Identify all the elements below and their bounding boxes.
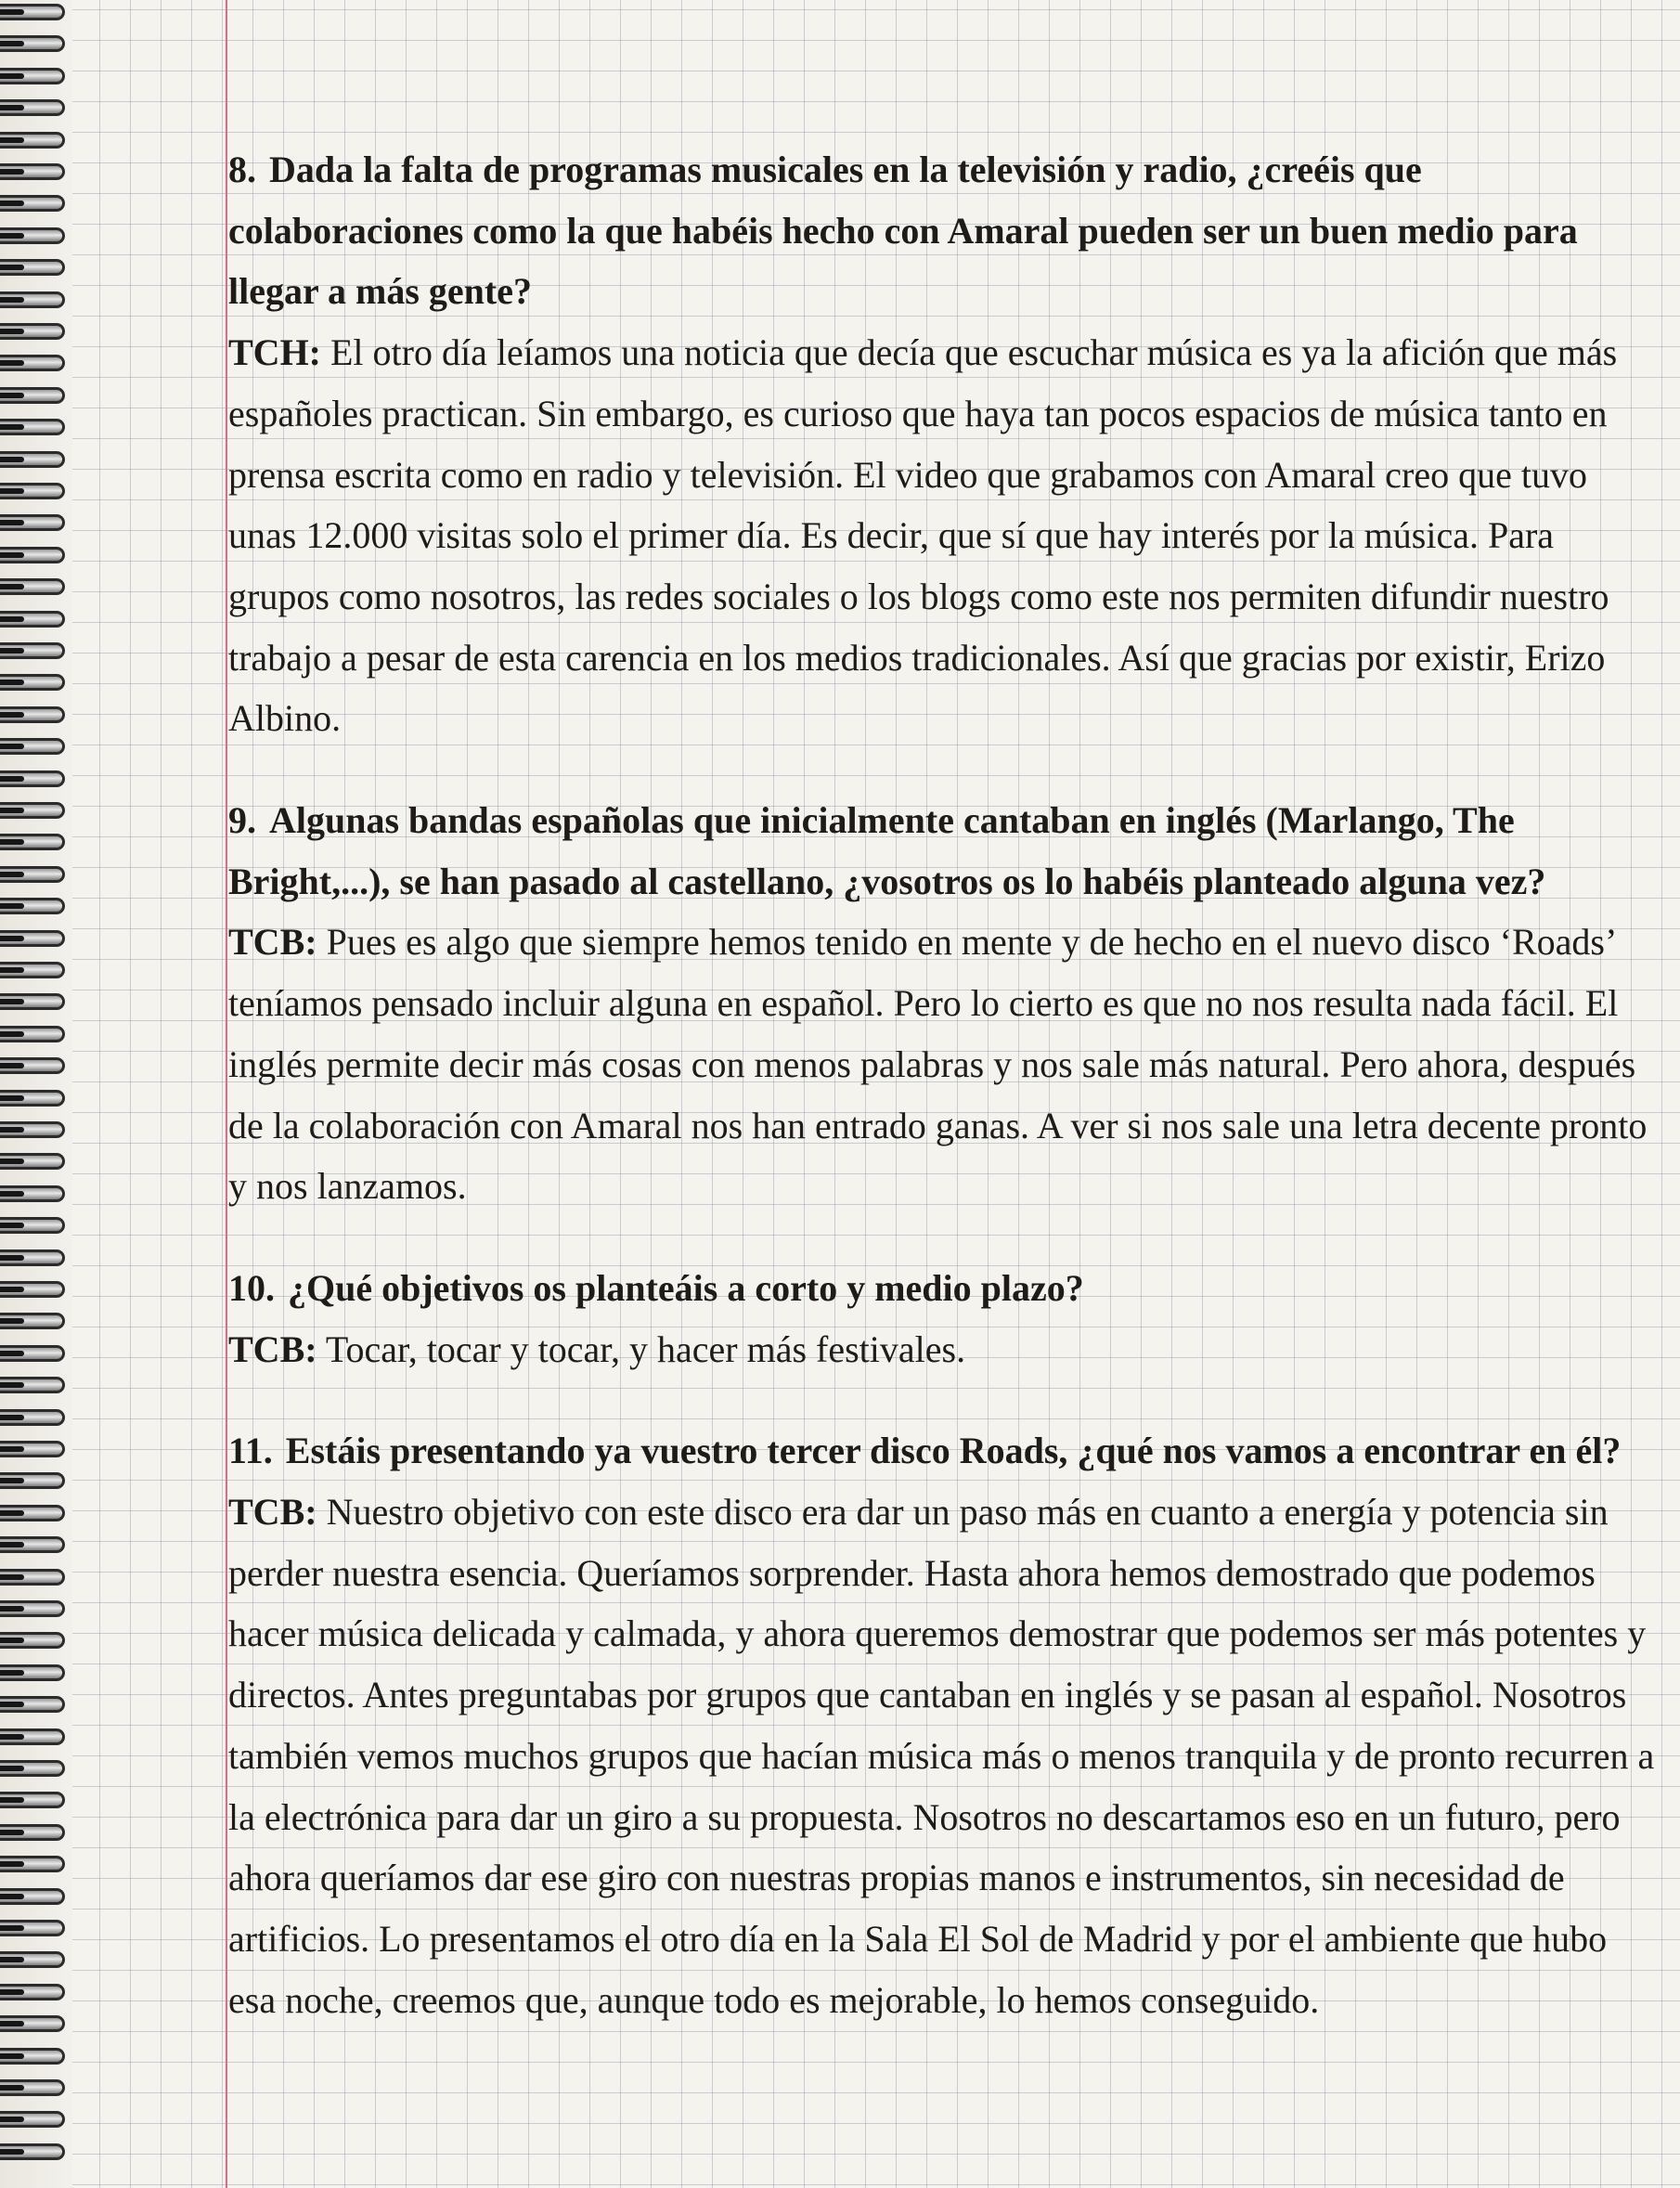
- binding-coil-icon: [0, 1888, 65, 1905]
- binding-coil-icon: [0, 1249, 65, 1266]
- binding-coil-icon: [0, 1792, 65, 1808]
- binding-coil-icon: [0, 2015, 65, 2032]
- binding-coil-icon: [0, 195, 65, 212]
- answer: [228, 322, 1658, 749]
- binding-coil-icon: [0, 1856, 65, 1872]
- binding-coil-icon: [0, 1057, 65, 1074]
- binding-coil-icon: [0, 993, 65, 1010]
- qa-item: [228, 139, 1658, 749]
- binding-coil-icon: [0, 1632, 65, 1649]
- binding-coil-icon: [0, 1281, 65, 1298]
- binding-coil-icon: [0, 834, 65, 850]
- binding-coil-icon: [0, 706, 65, 723]
- binding-coil-icon: [0, 451, 65, 468]
- binding-coil-icon: [0, 1121, 65, 1138]
- qa-item: [228, 1420, 1658, 2030]
- binding-coil-icon: [0, 2111, 65, 2128]
- binding-coil-icon: [0, 898, 65, 914]
- qa-item: [228, 1258, 1658, 1379]
- binding-coil-icon: [0, 642, 65, 659]
- binding-coil-icon: [0, 770, 65, 787]
- binding-coil-icon: [0, 962, 65, 978]
- binding-coil-icon: [0, 1090, 65, 1107]
- margin-line: [226, 0, 227, 2188]
- answer-text: Pues es algo que siempre hemos tenido en mente y de hecho en el nuevo disco ‘Roads’ teníamos pensado incluir alguna en español. Pero lo cierto es que no nos resulta nada fácil. El inglés permite decir más cosas con menos palabras y nos sale más natural. Pero ahora, después de la colaboración con Amaral nos han entrado ganas. A ver si nos sale una letra decente pronto y nos lanzamos.: [228, 921, 1648, 1208]
- question-number: 11.: [228, 1430, 273, 1472]
- question: [228, 1258, 1658, 1319]
- binding-coil-icon: [0, 866, 65, 883]
- binding-coil-icon: [0, 35, 65, 52]
- binding-coil-icon: [0, 514, 65, 531]
- question-text: ¿Qué objetivos os planteáis a corto y medio plazo?: [288, 1266, 1084, 1309]
- binding-coil-icon: [0, 1217, 65, 1234]
- binding-coil-icon: [0, 1313, 65, 1329]
- binding-coil-icon: [0, 1824, 65, 1841]
- binding-coil-icon: [0, 291, 65, 308]
- binding-coil-icon: [0, 1345, 65, 1362]
- binding-coil-icon: [0, 323, 65, 340]
- binding-coil-icon: [0, 2048, 65, 2065]
- binding-coil-icon: [0, 99, 65, 116]
- binding-coil-icon: [0, 674, 65, 691]
- binding-coil-icon: [0, 1664, 65, 1681]
- binding-coil-icon: [0, 1984, 65, 2000]
- answer-text: Tocar, tocar y tocar, y hacer más festivales.: [325, 1327, 966, 1370]
- binding-coil-icon: [0, 132, 65, 149]
- question: [228, 139, 1658, 322]
- speaker-label: TCH:: [228, 331, 321, 374]
- question-text: Estáis presentando ya vuestro tercer disco Roads, ¿qué nos vamos a encontrar en él?: [285, 1430, 1622, 1472]
- answer: [228, 912, 1658, 1217]
- question-text: Dada la falta de programas musicales en la televisión y radio, ¿creéis que colaboraciones como la que habéis hecho con Amaral pueden ser un buen medio para llegar a más gente?: [228, 149, 1578, 313]
- binding-coil-icon: [0, 419, 65, 435]
- speaker-label: TCB:: [228, 1491, 317, 1534]
- binding-coil-icon: [0, 578, 65, 595]
- answer-text: Nuestro objetivo con este disco era dar un paso más en cuanto a energía y potencia sin perder nuestra esencia. Queríamos sorprender. Hasta ahora hemos demostrado que podemos hacer música delicada y calmada, y ahora queremos demostrar que podemos ser más potentes y directos. Antes preguntabas por grupos que cantaban en inglés y se pasan al español. Nosotros también vemos muchos grupos que hacían música más o menos tranquila y de pronto recurren a la electrónica para dar un giro a su propuesta. Nosotros no descartamos eso en un futuro, pero ahora queríamos dar ese giro con nuestras propias manos e instrumentos, sin necesidad de artificios. Lo presentamos el otro día en la Sala El Sol de Madrid y por el ambiente que hubo esa noche, creemos que, aunque todo es mejorable, lo hemos conseguido.: [228, 1491, 1655, 2021]
- answer: [228, 1482, 1658, 2030]
- binding-coil-icon: [0, 1153, 65, 1170]
- spiral-binding-icon: [0, 0, 72, 2188]
- question-text: Algunas bandas españolas que inicialmente cantaban en inglés (Marlango, The Bright,...), se han pasado al castellano, ¿vosotros os lo habéis planteado alguna vez?: [228, 799, 1546, 902]
- binding-coil-icon: [0, 1409, 65, 1426]
- qa-item: [228, 790, 1658, 1217]
- binding-coil-icon: [0, 227, 65, 244]
- question-number: 9.: [228, 799, 256, 842]
- binding-coil-icon: [0, 259, 65, 276]
- binding-coil-icon: [0, 1536, 65, 1553]
- binding-coil-icon: [0, 1441, 65, 1457]
- binding-coil-icon: [0, 4, 65, 20]
- answer-text: El otro día leíamos una noticia que decía que escuchar música es ya la afición que más españoles practican. Sin embargo, es curioso que haya tan pocos espacios de música tanto en prensa escrita como en radio y televisión. El video que grabamos con Amaral creo que tuvo unas 12.000 visitas solo el primer día. Es decir, que sí que hay interés por la música. Para grupos como nosotros, las redes sociales o los blogs como este nos permiten difundir nuestro trabajo a pesar de esta carencia en los medios tradicionales. Así que gracias por existir, Erizo Albino.: [228, 331, 1618, 740]
- binding-coil-icon: [0, 163, 65, 180]
- speaker-label: TCB:: [228, 921, 317, 964]
- answer: [228, 1319, 1658, 1380]
- binding-coil-icon: [0, 547, 65, 563]
- binding-coil-icon: [0, 387, 65, 404]
- binding-coil-icon: [0, 2079, 65, 2096]
- speaker-label: TCB:: [228, 1327, 317, 1370]
- binding-coil-icon: [0, 1728, 65, 1745]
- question-number: 8.: [228, 149, 256, 190]
- binding-coil-icon: [0, 1920, 65, 1936]
- question: [228, 1420, 1658, 1482]
- binding-coil-icon: [0, 1377, 65, 1393]
- binding-coil-icon: [0, 355, 65, 371]
- binding-coil-icon: [0, 738, 65, 755]
- binding-coil-icon: [0, 1760, 65, 1777]
- notebook-page-content: [228, 139, 1658, 2071]
- binding-coil-icon: [0, 1472, 65, 1489]
- binding-coil-icon: [0, 1951, 65, 1968]
- binding-coil-icon: [0, 68, 65, 84]
- binding-coil-icon: [0, 1569, 65, 1586]
- binding-coil-icon: [0, 1185, 65, 1202]
- binding-coil-icon: [0, 1600, 65, 1617]
- binding-coil-icon: [0, 802, 65, 819]
- binding-coil-icon: [0, 930, 65, 947]
- binding-coil-icon: [0, 1696, 65, 1713]
- question-number: 10.: [228, 1266, 275, 1309]
- binding-coil-icon: [0, 1026, 65, 1042]
- binding-coil-icon: [0, 483, 65, 499]
- binding-coil-icon: [0, 2143, 65, 2160]
- binding-coil-icon: [0, 1505, 65, 1521]
- binding-coil-icon: [0, 611, 65, 628]
- question: [228, 790, 1658, 912]
